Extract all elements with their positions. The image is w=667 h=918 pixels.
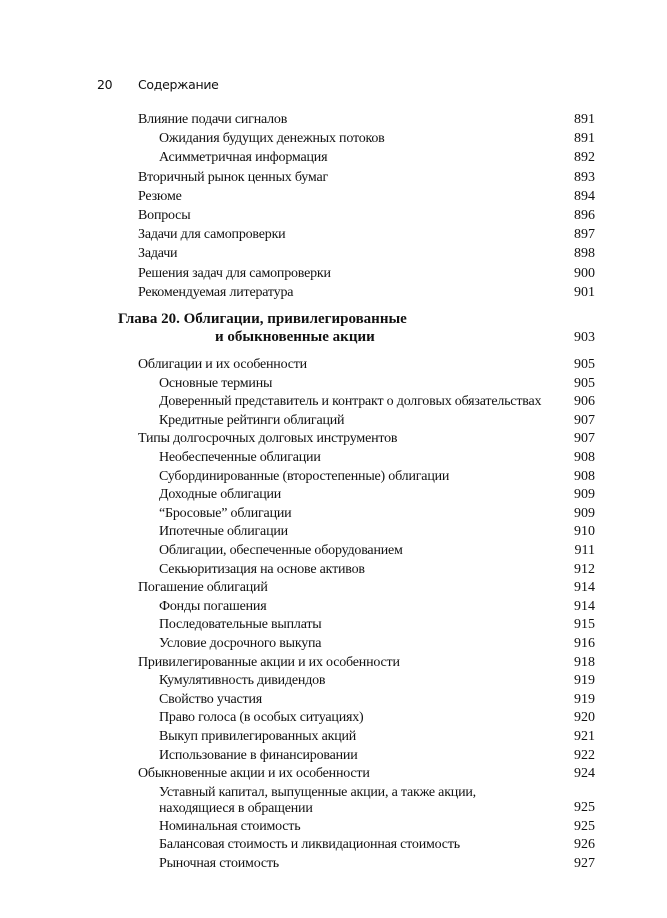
toc-entry-title: Секьюритизация на основе активов (159, 561, 365, 577)
toc-entry-page: 901 (574, 284, 595, 300)
toc-entry[interactable] (0, 765, 667, 784)
toc-entry[interactable] (0, 542, 667, 561)
toc-entry-title: Рыночная стоимость (159, 855, 279, 871)
toc-entry-page: 925 (574, 800, 595, 816)
toc-entry-page: 893 (574, 169, 595, 185)
toc-entry-page: 919 (574, 673, 595, 689)
toc-entry-title: Кумулятивность дивидендов (159, 673, 326, 689)
toc-entry[interactable] (0, 747, 667, 766)
toc-entry-title: Привилегированные акции и их особенности (138, 654, 400, 670)
toc-entry[interactable] (0, 728, 667, 747)
toc-entry[interactable] (0, 206, 667, 225)
toc-entry-title: Решения задач для самопроверки (138, 265, 331, 281)
toc-entry-page: 908 (574, 468, 595, 484)
toc-entry-title-line1: Уставный капитал, выпущенные акции, а также акции, (159, 784, 476, 800)
page-number: 20 (97, 77, 113, 92)
toc-entry-title: Ожидания будущих денежных потоков (159, 131, 385, 147)
toc-entry[interactable] (0, 187, 667, 206)
toc-entry[interactable] (0, 449, 667, 468)
toc-entry-page: 912 (574, 561, 595, 577)
toc-entry-title: Кредитные рейтинги облигаций (159, 412, 345, 428)
toc-entry-title-line2: находящиеся в обращении (159, 800, 313, 816)
toc-entry-title: Необеспеченные облигации (159, 450, 321, 465)
toc-entry[interactable] (0, 598, 667, 617)
toc-entry-page: 909 (574, 487, 595, 503)
toc-entry-page: 911 (574, 542, 595, 558)
toc-entry[interactable] (0, 225, 667, 244)
toc-entry[interactable] (0, 393, 667, 412)
toc-entry-page: 909 (574, 505, 595, 521)
toc-entry[interactable] (0, 244, 667, 263)
toc-entry-title: Субординированные (второстепенные) облигации (159, 468, 450, 484)
toc-entry-title: Обыкновенные акции и их особенности (138, 766, 370, 782)
toc-entry-page: 914 (574, 598, 595, 614)
toc-entry-page: 919 (574, 691, 595, 707)
toc-entry-title: Резюме (138, 188, 182, 204)
toc-entry[interactable] (0, 168, 667, 187)
toc-entry-page: 907 (574, 412, 595, 428)
toc-entry-page: 894 (574, 188, 595, 204)
toc-entry-page: 892 (574, 150, 595, 166)
toc-entry-page: 891 (574, 131, 595, 147)
toc-entry-page: 897 (574, 227, 595, 243)
toc-entry[interactable] (0, 468, 667, 487)
toc-entry-title: Выкуп привилегированных акций (159, 728, 357, 744)
toc-entry-page: 918 (574, 654, 595, 670)
toc-entry[interactable] (0, 412, 667, 431)
toc-section-before (0, 110, 667, 302)
toc-entry-page: 916 (574, 635, 595, 651)
toc-entry[interactable] (0, 505, 667, 524)
toc-entry[interactable] (0, 561, 667, 580)
toc-entry-page: 926 (574, 837, 595, 853)
toc-entry-title: Вторичный рынок ценных бумаг (138, 169, 329, 185)
toc-entry[interactable] (0, 356, 667, 375)
toc-entry-title (159, 784, 559, 818)
toc-entry-title: Влияние подачи сигналов (138, 112, 288, 127)
running-title: Содержание (138, 77, 219, 92)
toc-entry[interactable] (0, 148, 667, 167)
toc-entry[interactable] (0, 523, 667, 542)
toc-entry[interactable] (0, 709, 667, 728)
toc-entry-page: 914 (574, 580, 595, 596)
toc-entry-page: 905 (574, 375, 595, 391)
toc-entry[interactable] (0, 635, 667, 654)
running-header (97, 77, 219, 92)
toc-entry-page: 896 (574, 208, 595, 224)
toc-entry[interactable] (0, 430, 667, 449)
toc-entry[interactable] (0, 579, 667, 598)
toc-entry-title: Право голоса (в особых ситуациях) (159, 710, 364, 726)
toc-entry-title: Рекомендуемая литература (138, 284, 294, 300)
toc-entry-title: Последовательные выплаты (159, 617, 322, 633)
toc-entry-title: Асимметричная информация (159, 150, 328, 166)
toc-entry-title: Типы долгосрочных долговых инструментов (138, 431, 398, 447)
toc-section-after (0, 356, 667, 873)
toc-entry-page: 905 (574, 357, 595, 373)
toc-entry-page: 891 (574, 112, 595, 127)
toc-entry-title: Свойство участия (159, 691, 263, 707)
toc-entry-title: Фонды погашения (159, 598, 267, 614)
toc-entry-page: 910 (574, 524, 595, 540)
toc-entry-title: Основные термины (159, 375, 273, 391)
toc-entry[interactable] (0, 836, 667, 855)
toc-entry-page: 924 (574, 766, 595, 782)
toc-entry-title: Задачи (138, 246, 178, 262)
toc-entry-title: Номинальная стоимость (159, 818, 301, 834)
toc-entry[interactable] (0, 672, 667, 691)
toc-entry[interactable] (0, 654, 667, 673)
toc-entry-title: Использование в финансировании (159, 747, 358, 763)
toc-entry[interactable] (0, 129, 667, 148)
toc-entry-title: Доходные облигации (159, 487, 282, 503)
toc-entry-title: Условие досрочного выкупа (159, 635, 322, 651)
toc-entry-page: 922 (574, 747, 595, 763)
toc-entry-page: 927 (574, 855, 595, 871)
toc-entry-page: 920 (574, 710, 595, 726)
toc-entry-page: 900 (574, 265, 595, 281)
toc-entry-page: 915 (574, 617, 595, 633)
toc-entry[interactable] (0, 616, 667, 635)
toc-entry[interactable] (0, 691, 667, 710)
toc-entry[interactable] (0, 283, 667, 302)
chapter-heading[interactable] (0, 310, 667, 356)
toc-entry-page: 925 (574, 818, 595, 834)
toc-entry-title: Доверенный представитель и контракт о долговых обязательствах (159, 394, 542, 410)
chapter-title-line2: и обыкновенные акции (215, 329, 375, 346)
toc-entry-page: 921 (574, 728, 595, 744)
toc-entry[interactable] (0, 110, 667, 129)
toc-entry-title: “Бросовые” облигации (159, 505, 292, 521)
chapter-title-line1: Глава 20. Облигации, привилегированные (118, 311, 407, 328)
toc-entry-title: Погашение облигаций (138, 580, 268, 596)
toc-entry-page: 908 (574, 450, 595, 465)
toc-entry[interactable] (0, 855, 667, 874)
chapter-page: 903 (574, 330, 595, 346)
toc-entry[interactable] (0, 784, 667, 818)
toc-entry-title: Балансовая стоимость и ликвидационная стоимость (159, 837, 460, 853)
toc-entry[interactable] (0, 264, 667, 283)
toc-entry[interactable] (0, 818, 667, 837)
toc-entry[interactable] (0, 375, 667, 394)
toc-entry-title: Облигации и их особенности (138, 357, 307, 373)
toc-entry-page: 906 (574, 394, 595, 410)
toc-entry-title: Вопросы (138, 208, 191, 224)
toc-entry-title: Задачи для самопроверки (138, 227, 286, 243)
toc-entry-page: 898 (574, 246, 595, 262)
toc-entry-title: Облигации, обеспеченные оборудованием (159, 542, 403, 558)
toc-entry-title: Ипотечные облигации (159, 524, 288, 540)
toc-entry[interactable] (0, 486, 667, 505)
table-of-contents (0, 110, 667, 873)
toc-entry-page: 907 (574, 431, 595, 447)
